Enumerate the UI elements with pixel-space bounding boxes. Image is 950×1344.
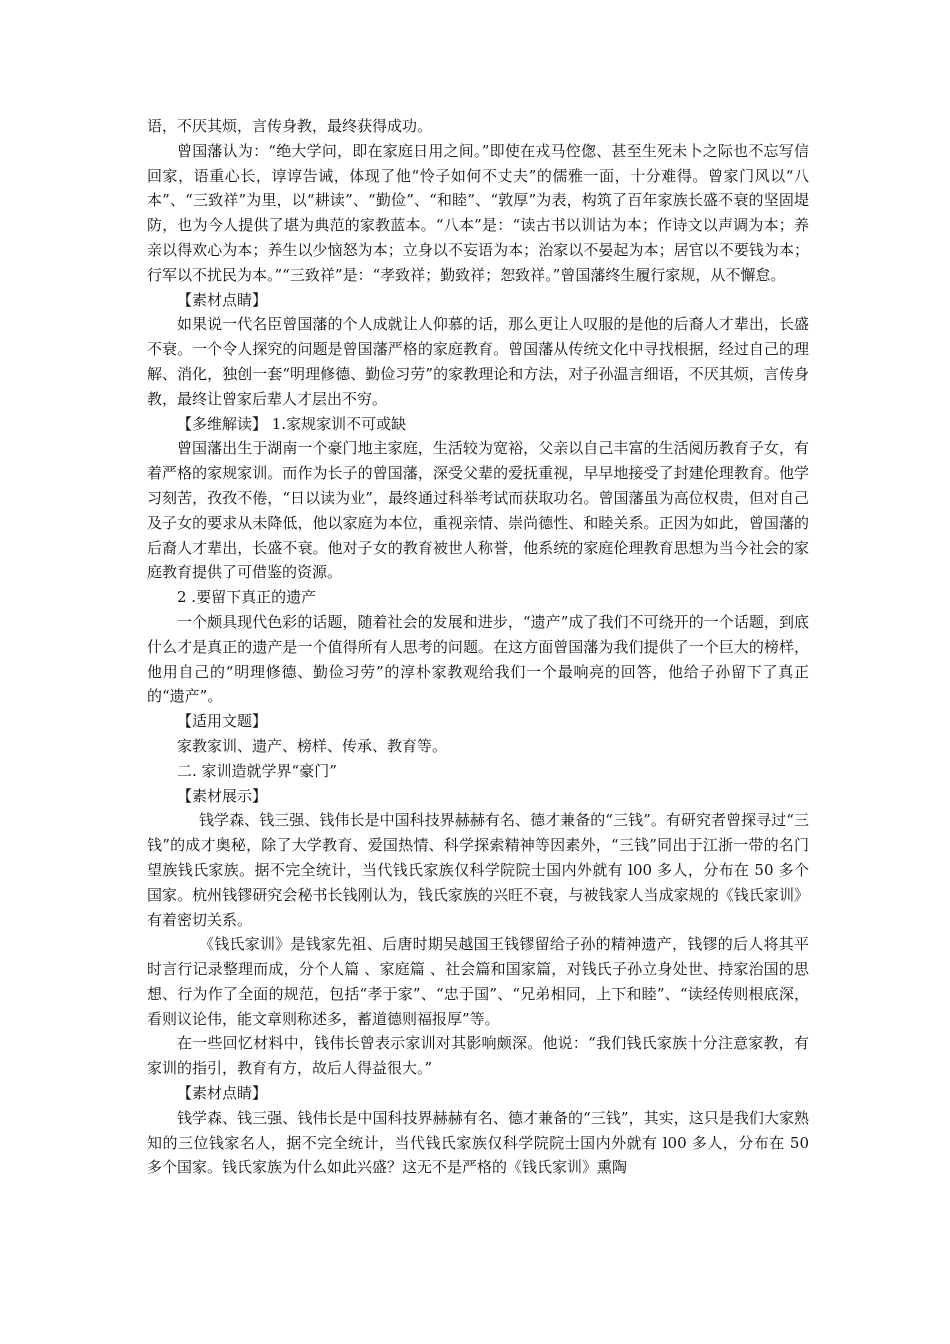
- section-heading: 2 .要留下真正的遗产: [177, 588, 317, 607]
- paragraph: 如果说一代名臣曾国藩的个人成就让人仰慕的话，那么更让人叹服的是他的后裔人才辈出，长盛不衰。一个令人探究的问题是曾国藩严格的家庭教育。曾国藩从传统文化中寻找根据，经过自己的理解、消化，独创一套“明理修德、勤俭习劳”的家教理论和方法，对子孙温言细语，不厌其烦，言传身教，最终让曾家后辈人才层出不穷。: [147, 315, 809, 408]
- paragraph: 一个颇具现代色彩的话题，随着社会的发展和进步，“遗产”成了我们不可绕开的一个话题，到底什么才是真正的遗产是一个值得所有人思考的问题。在这方面曾国藩为我们提供了一个巨大的榜样，他用自己的“明理修德、勤俭习劳”的淳朴家教观给我们一个最响亮的回答，他给子孙留下了真正的“遗产”。: [147, 612, 809, 706]
- paragraph: 家教家训、遗产、榜样、传承、教育等。: [177, 736, 448, 755]
- section-heading: 【多维解读】 1.家规家训不可或缺: [177, 414, 407, 433]
- section-heading: 二. 家训造就学界“豪门”: [177, 761, 337, 780]
- section-heading: 【素材展示】: [177, 786, 268, 805]
- paragraph: 曾国藩出生于湖南一个豪门地主家庭，生活较为宽裕，父亲以自己丰富的生活阅历教育子女，有着严格的家规家训。而作为长子的曾国藩，深受父辈的爱抚重视，早早地接受了封建伦理教育。他学习刻苦，孜孜不倦，“日以读为业”，最终通过科举考试而获取功名。曾国藩虽为高位权贵，但对自己及子女的要求从未降低，他以家庭为本位，重视亲情、崇尚德性、和睦关系。正因为如此，曾国藩的后裔人才辈出，长盛不衰。他对子女的教育被世人称誉，他系统的家庭伦理教育思想为当今社会的家庭教育提供了可借鉴的资源。: [147, 439, 809, 582]
- paragraph: 在一些回忆材料中，钱伟长曾表示家训对其影响颇深。他说：“我们钱氏家族十分注意家教，有家训的指引，教育有方，故后人得益很大。”: [147, 1034, 809, 1078]
- paragraph: 曾国藩认为：“绝大学问，即在家庭日用之间。”即使在戎马倥偬、甚至生死未卜之际也不忘写信回家，语重心长，谆谆告诫，体现了他“怜子如何不丈夫”的儒雅一面，十分难得。曾家门风以“八本”、“三致祥”为里，以“耕读”、“勤俭”、“和睦”、“敦厚”为表，构筑了百年家族长盛不衰的坚固堤防，也为今人提供了堪为典范的家教蓝本。“八本”是：“读古书以训诂为本；作诗文以声调为本；养亲以得欢心为本；养生以少恼怒为本；立身以不妄语为本；治家以不晏起为本；居官以不要钱为本；行军以不扰民为本。”“三致祥”是：“孝致祥；勤致祥；恕致祥。”曾国藩终生履行家规，从不懈怠。: [147, 141, 809, 284]
- paragraph: 语，不厌其烦，言传身教，最终获得成功。: [147, 117, 433, 135]
- section-heading: 【素材点睛】: [177, 1084, 268, 1103]
- section-heading: 【素材点睛】: [177, 290, 268, 309]
- paragraph: 《钱氏家训》是钱家先祖、后唐时期吴越国王钱镠留给子孙的精神遗产，钱镠的后人将其平时言行记录整理而成，分个人篇 、家庭篇 、社会篇和国家篇，对钱氏子孙立身处世、持家治国的思想、行为作了全面的规范，包括“孝于家”、“忠于国”、“兄弟相同，上下和睦”、“读经传则根底深，看则议论伟，能文章则称述多，蓄道德则福报厚”等。: [147, 935, 809, 1028]
- document-page: [147, 114, 809, 1180]
- section-heading: 【适用文题】: [177, 712, 268, 731]
- paragraph: 钱学森、钱三强、钱伟长是中国科技界赫赫有名、德才兼备的“三钱”。有研究者曾探寻过“三钱”的成才奥秘，除了大学教育、爱国热情、科学探索精神等因素外，“三钱”同出于江浙一带的名门望族钱氏家族。据不完全统计，当代钱氏家族仅科学院院士国内外就有 l00 多人，分布在 50 多个国家。杭州钱镠研究会秘书长钱刚认为，钱氏家族的兴旺不衰，与被钱家人当成家规的《钱氏家训》有着密切关系。: [147, 811, 809, 929]
- paragraph: 钱学森、钱三强、钱伟长是中国科技界赫赫有名、德才兼备的“三钱”，其实，这只是我们大家熟知的三位钱家名人，据不完全统计，当代钱氏家族仅科学院院士国内外就有 l00 多人，分布在 50 多个国家。钱氏家族为什么如此兴盛？这无不是严格的《钱氏家训》熏陶: [147, 1108, 809, 1177]
